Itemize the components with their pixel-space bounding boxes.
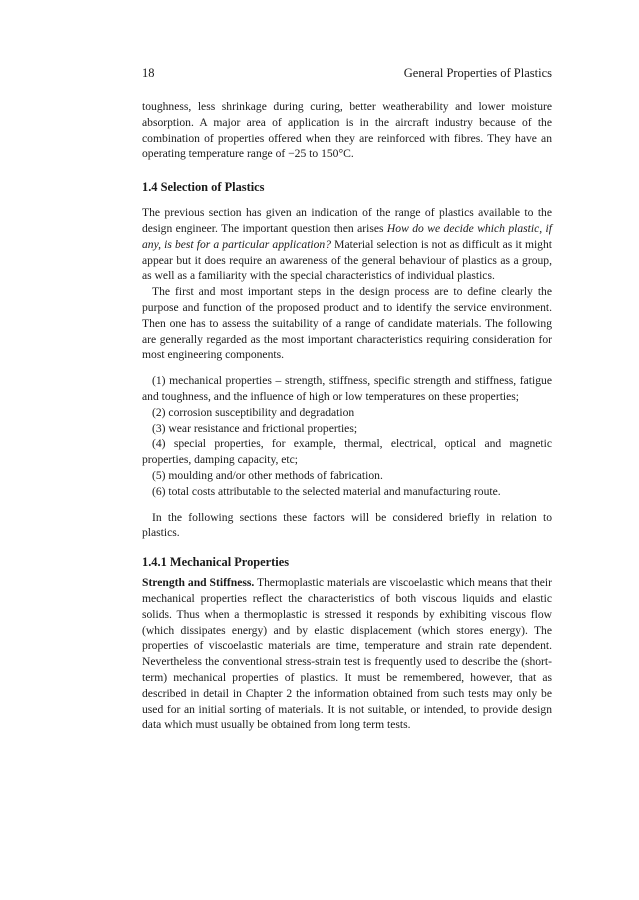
paragraph-text: Thermoplastic materials are viscoelastic which means that their mechanical properties reflect the characteristics of both viscous liquids and elastic solids. Thus when a thermoplastic is stressed it responds by exhibiting viscous flow (which dissipates energy) and by elastic displacement (which stores energy). The properties of viscoelastic materials are time, temperature and strain rate dependent. Nevertheless the conventional stress-strain test is frequently used to describe the (short-term) mechanical properties of plastics. It must be remembered, however, that as described in detail in Chapter 2 the information obtained from such tests may only be used for an initial sorting of materials. It is not suitable, or intended, to provide design data which must usually be obtained from long term tests. bbox=[142, 576, 552, 732]
italic-question: How do we decide which plastic, if any, is best for a particular application? bbox=[142, 221, 552, 251]
list-item: (2) corrosion susceptibility and degradation bbox=[152, 405, 355, 419]
running-title: General Properties of Plastics bbox=[403, 66, 552, 80]
section-heading-1-4-1: 1.4.1 Mechanical Properties bbox=[142, 555, 290, 570]
list-item: (5) moulding and/or other methods of fabrication. bbox=[152, 468, 383, 482]
list-item: (4) special properties, for example, thermal, electrical, optical and magnetic properties, damping capacity, etc; bbox=[142, 437, 552, 467]
running-header bbox=[142, 66, 552, 81]
intro-paragraph: toughness, less shrinkage during curing, better weatherability and lower moisture absorption. A major area of application is in the aircraft industry because of the combination of properties offered when they are reinforced with fibres. They have an operating temperature range of −25 to 150°C. bbox=[142, 100, 552, 161]
characteristics-list bbox=[142, 373, 552, 499]
selection-paragraph-1 bbox=[142, 205, 552, 284]
mechanical-paragraph bbox=[142, 575, 552, 733]
page-number: 18 bbox=[142, 66, 155, 80]
list-item: (3) wear resistance and frictional properties; bbox=[152, 421, 358, 435]
list-item: (1) mechanical properties – strength, stiffness, specific strength and stiffness, fatigue and toughness, and the influence of high or low temperatures on these properties; bbox=[142, 374, 552, 403]
section-heading-1-4: 1.4 Selection of Plastics bbox=[142, 180, 265, 195]
run-in-heading: Strength and Stiffness. bbox=[142, 576, 255, 590]
book-page bbox=[142, 66, 552, 733]
selection-paragraph-2: The first and most important steps in the design process are to define clearly the purpose and function of the proposed product and to identify the service environment. Then one has to assess the suitability of a range of candidate materials. The following are generally regarded as the most important characteristics requiring consideration for most engineering components. bbox=[142, 285, 552, 362]
list-item: (6) total costs attributable to the selected material and manufacturing route. bbox=[152, 484, 501, 498]
paragraph-text: The previous section has given an indication of the range of plastics available to the design engineer. The important question then arises bbox=[142, 206, 552, 235]
paragraph-text: Material selection is not as difficult as it might appear but it does require an awareness of the general behaviour of plastics as a group, as well as a familiarity with the special characteristics of individual plastics. bbox=[142, 237, 552, 283]
selection-paragraph-3: In the following sections these factors will be considered briefly in relation to plastics. bbox=[142, 510, 552, 540]
